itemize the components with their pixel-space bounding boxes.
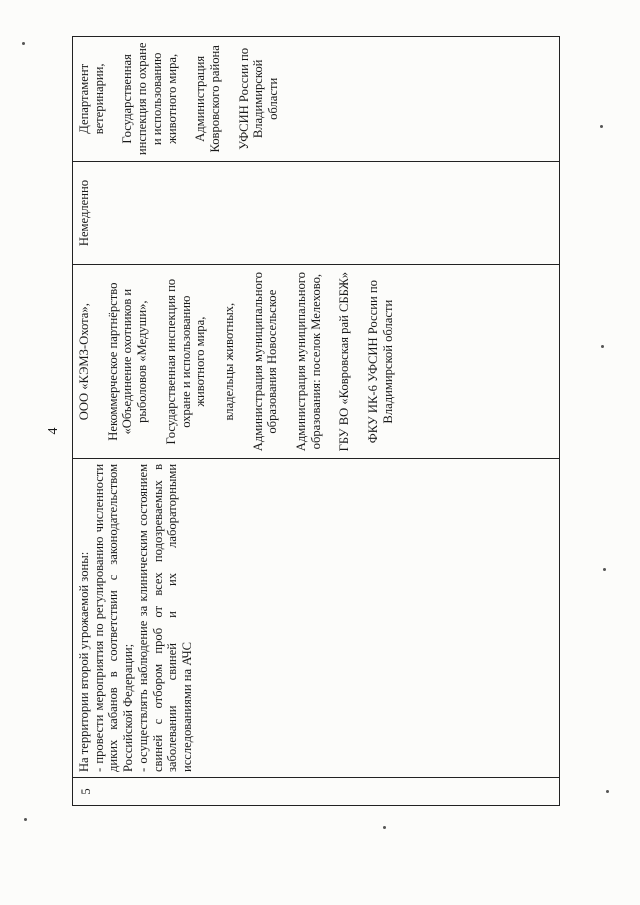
responsible-item: владельцы животных, [221, 302, 236, 421]
scan-speck [383, 826, 386, 829]
control-item: Администрация Ковровского района [193, 45, 222, 153]
scan-speck [600, 125, 603, 128]
scan-speck [22, 42, 25, 45]
page-number: 4 [46, 427, 61, 435]
control-cell [73, 37, 559, 161]
measure-item: - осуществлять наблюдение за клиническим состоянием свиней с отбором проб от всех подозреваемых в заболевании свиней и их лабораторными исследованиями на АЧС [135, 463, 194, 773]
responsible-item: ГБУ ВО «Ковровская рай СББЖ» [337, 271, 352, 452]
responsible-item: Некоммерческое партнёрство «Объединение охотников и рыболовов «Медуши», [105, 282, 150, 441]
responsible-item: ФКУ ИК-6 УФСИН России по Владимирской области [366, 280, 395, 444]
table-viewport [72, 36, 560, 806]
scan-speck [603, 568, 606, 571]
responsible-item: Государственная инспекция по охране и использованию животного мира, [163, 278, 208, 445]
responsible-item: ООО «КЭМЗ-Охота», [77, 303, 91, 421]
measures-cell [73, 458, 559, 777]
responsible-item: Администрация муниципального образования Новосельское [250, 272, 280, 452]
measures-table [72, 36, 560, 806]
row-number: 5 [73, 777, 559, 805]
scan-speck [24, 818, 27, 821]
measures-heading: На территории второй угрожаемой зоны: [77, 551, 91, 773]
term-cell: Немедленно [73, 161, 559, 265]
control-item: Департамент ветеринарии, [77, 63, 106, 135]
responsible-cell [73, 264, 559, 457]
responsible-item: Администрация муниципального образования: поселок Мелехово, [294, 272, 323, 452]
measure-item: - провести мероприятия по регулированию численности диких кабанов в соответствии с законодательством Российской Федерации; [91, 463, 136, 773]
control-item: УФСИН России по Владимирской области [236, 47, 281, 150]
control-item: Государственная инспекция по охране и использованию животного мира, [120, 42, 179, 156]
scan-speck [606, 790, 609, 793]
scan-speck [601, 345, 604, 348]
